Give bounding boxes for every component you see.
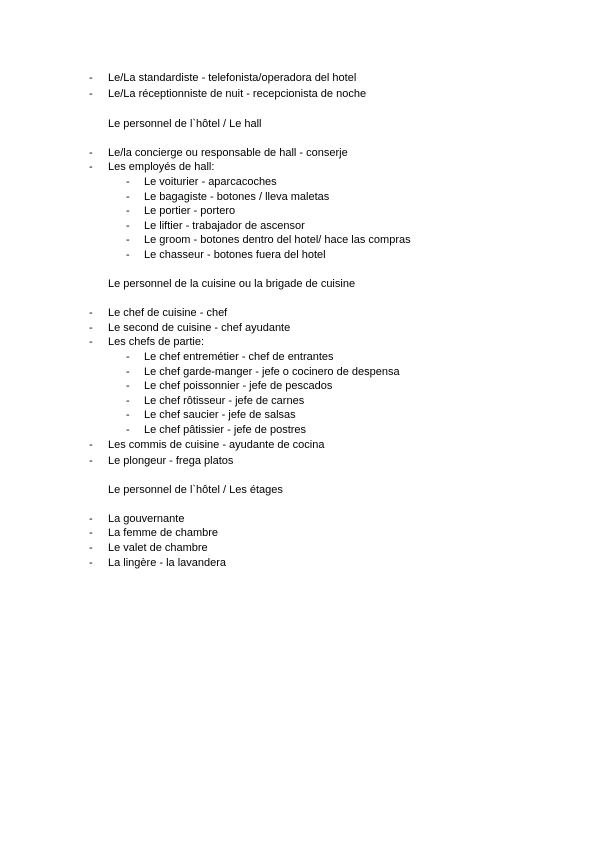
sublist-bullet: - — [126, 395, 130, 407]
list-bullet: - — [89, 88, 93, 100]
sublist-item: Le chef garde-manger - jefe o cocinero de despensa — [144, 366, 400, 378]
sublist-item: Le chef saucier - jefe de salsas — [144, 409, 296, 421]
sublist-bullet: - — [126, 191, 130, 203]
sublist-item: Le groom - botones dentro del hotel/ hace las compras — [144, 234, 411, 246]
sublist-item: Le portier - portero — [144, 205, 236, 217]
sublist-item: Le chef poissonnier - jefe de pescados — [144, 380, 333, 392]
sublist-bullet: - — [126, 351, 130, 363]
sublist-bullet: - — [126, 234, 130, 246]
list-item: Le second de cuisine - chef ayudante — [108, 322, 291, 334]
list-item: La lingère - la lavandera — [108, 557, 227, 569]
list-bullet: - — [89, 455, 93, 467]
list-item: Les employés de hall: — [108, 161, 215, 173]
list-item: Le chef de cuisine - chef — [108, 307, 228, 319]
list-item: Les commis de cuisine - ayudante de cocina — [108, 439, 325, 451]
list-bullet: - — [89, 72, 93, 84]
sublist-bullet: - — [126, 380, 130, 392]
sublist-bullet: - — [126, 176, 130, 188]
list-item: Le/la concierge ou responsable de hall - conserje — [108, 147, 348, 159]
sublist-bullet: - — [126, 424, 130, 436]
sublist-item: Le voiturier - aparcacoches — [144, 176, 277, 188]
sublist-bullet: - — [126, 366, 130, 378]
list-item: Le/La réceptionniste de nuit - recepcionista de noche — [108, 88, 367, 100]
sublist-item: Le chef rôtisseur - jefe de carnes — [144, 395, 305, 407]
list-bullet: - — [89, 147, 93, 159]
list-item: Les chefs de partie: — [108, 336, 205, 348]
list-bullet: - — [89, 527, 93, 539]
sublist-bullet: - — [126, 409, 130, 421]
list-bullet: - — [89, 513, 93, 525]
list-bullet: - — [89, 322, 93, 334]
list-bullet: - — [89, 542, 93, 554]
list-bullet: - — [89, 161, 93, 173]
list-item: La gouvernante — [108, 513, 185, 525]
list-bullet: - — [89, 557, 93, 569]
list-item: La femme de chambre — [108, 527, 219, 539]
list-bullet: - — [89, 439, 93, 451]
section-heading-hall: Le personnel de l`hôtel / Le hall — [108, 118, 262, 130]
section-heading-floors: Le personnel de l`hôtel / Les étages — [108, 484, 283, 496]
sublist-item: Le chef pâtissier - jefe de postres — [144, 424, 307, 436]
list-item: Le/La standardiste - telefonista/operadora del hotel — [108, 72, 357, 84]
sublist-item: Le bagagiste - botones / lleva maletas — [144, 191, 330, 203]
sublist-item: Le liftier - trabajador de ascensor — [144, 220, 305, 232]
list-bullet: - — [89, 336, 93, 348]
section-heading-kitchen: Le personnel de la cuisine ou la brigade de cuisine — [108, 278, 356, 290]
sublist-item: Le chef entremétier - chef de entrantes — [144, 351, 334, 363]
sublist-bullet: - — [126, 205, 130, 217]
sublist-bullet: - — [126, 220, 130, 232]
list-item: Le plongeur - frega platos — [108, 455, 234, 467]
list-item: Le valet de chambre — [108, 542, 208, 554]
list-bullet: - — [89, 307, 93, 319]
sublist-item: Le chasseur - botones fuera del hotel — [144, 249, 326, 261]
sublist-bullet: - — [126, 249, 130, 261]
